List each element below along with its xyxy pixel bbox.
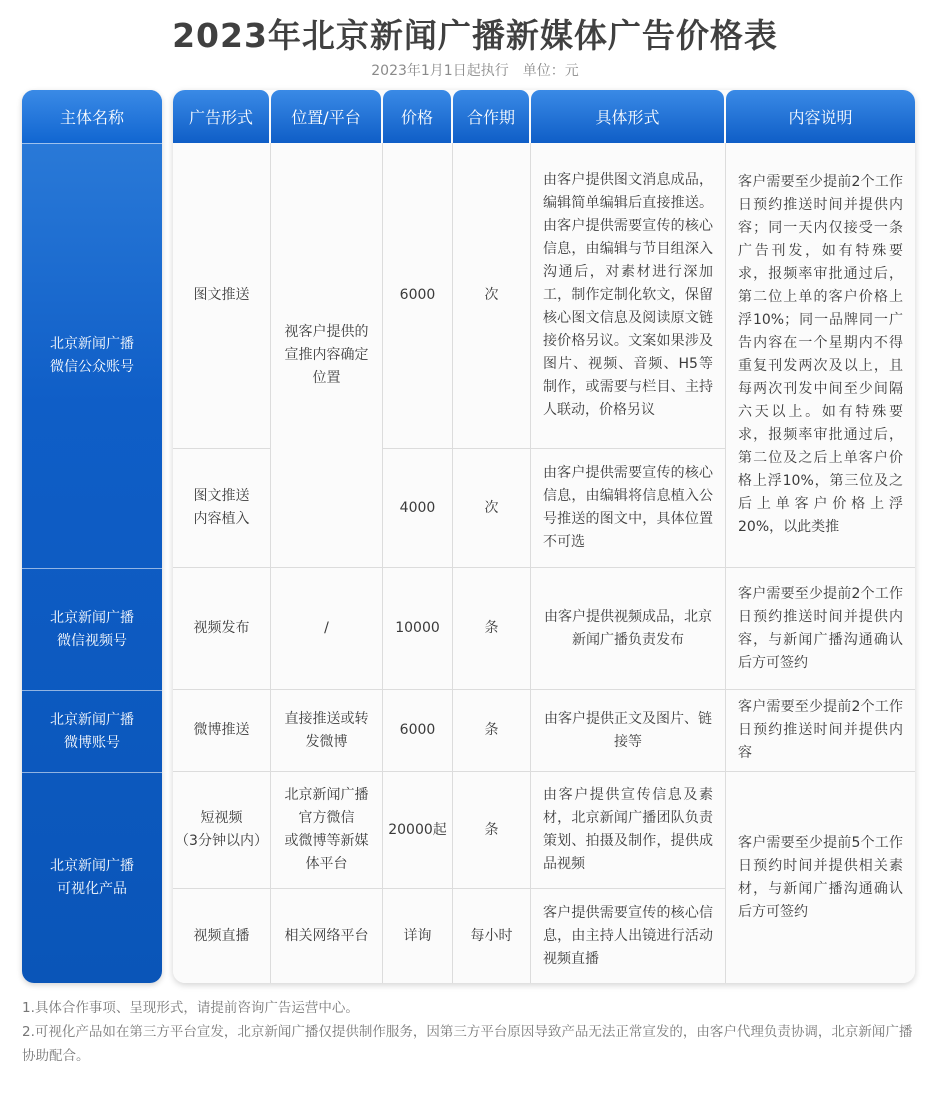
table-row-2-price: 4000 — [383, 449, 453, 568]
table-row-6-ad-form: 视频直播 — [173, 889, 271, 983]
subject-visual — [22, 772, 162, 983]
visual-notes-text: 客户需要至少提前5个工作日预约时间并提供相关素材，与新闻广播沟通确认后方可签约 — [738, 834, 903, 920]
table-row-6-position: 相关网络平台 — [271, 889, 383, 983]
header-ad-form: 广告形式 — [173, 90, 269, 143]
subject-weibo-label: 北京新闻广播 微博账号 — [50, 711, 134, 751]
table-row-1-period: 次 — [453, 143, 531, 449]
table-row-1-detail — [531, 143, 726, 449]
table-row-5-detail-text: 由客户提供宣传信息及素材，北京新闻广播团队负责策划、拍摄及制作，提供成品视频 — [543, 787, 713, 872]
price-table — [173, 90, 915, 983]
table-row-3-price: 10000 — [383, 568, 453, 690]
table-row-5-period: 条 — [453, 772, 531, 889]
table-row-4-period: 条 — [453, 690, 531, 772]
table-row-3-period: 条 — [453, 568, 531, 690]
table-row-4-price: 6000 — [383, 690, 453, 772]
wechat-position: 视客户提供的 宣推内容确定 位置 — [271, 143, 383, 568]
footnotes — [22, 996, 922, 1068]
table-row-5-detail — [531, 772, 726, 889]
subject-column — [22, 90, 162, 983]
table-row-5-price: 20000起 — [383, 772, 453, 889]
wechat-notes — [726, 143, 915, 568]
header-position: 位置/平台 — [271, 90, 381, 143]
table-row-4-detail-text: 由客户提供正文及图片、链接等 — [544, 710, 712, 750]
subject-visual-label: 北京新闻广播 可视化产品 — [50, 858, 134, 897]
table-row-5-position: 北京新闻广播 官方微信 或微博等新媒 体平台 — [271, 772, 383, 889]
subject-wechat-label: 北京新闻广播 微信公众账号 — [50, 336, 134, 375]
table-row-6-detail — [531, 889, 726, 983]
table-row-1-ad-form: 图文推送 — [173, 143, 271, 449]
page-subtitle: 2023年1月1日起执行 单位：元 — [371, 63, 579, 79]
table-row-3-notes — [726, 568, 915, 690]
table-row-6-period: 每小时 — [453, 889, 531, 983]
footnote-1: 1.具体合作事项、呈现形式，请提前咨询广告运营中心。 — [22, 1000, 359, 1016]
subject-channels-label: 北京新闻广播 微信视频号 — [50, 609, 134, 649]
table-row-3-detail-text: 由客户提供视频成品，北京新闻广播负责发布 — [544, 608, 712, 648]
subject-weibo — [22, 690, 162, 772]
table-row-1-detail-text: 由客户提供图文消息成品，编辑简单编辑后直接推送。由客户提供需要宣传的核心信息，由编辑与节目组深入沟通后，对素材进行深加工，制作定制化软文，保留核心图文信息及阅读原文链接价格另议。文案如果涉及图片、视频、音频、H5等制作，或需要与栏目、主持人联动，价格另议 — [543, 172, 713, 418]
table-row-4-detail — [531, 690, 726, 772]
subject-wechat — [22, 143, 162, 568]
header-notes: 内容说明 — [726, 90, 915, 143]
table-row-2-period: 次 — [453, 449, 531, 568]
table-row-6-price: 详询 — [383, 889, 453, 983]
table-row-2-ad-form: 图文推送 内容植入 — [173, 449, 271, 568]
table-row-5-ad-form: 短视频 （3分钟以内） — [173, 772, 271, 889]
header-period: 合作期 — [453, 90, 529, 143]
table-row-2-detail — [531, 449, 726, 568]
table-row-4-position: 直接推送或转 发微博 — [271, 690, 383, 772]
footnote-2: 2.可视化产品如在第三方平台宣发，北京新闻广播仅提供制作服务，因第三方平台原因导致产品无法正常宣发的，由客户代理负责协调，北京新闻广播协助配合。 — [22, 1024, 913, 1064]
header-detail: 具体形式 — [531, 90, 724, 143]
table-row-3-position: / — [271, 568, 383, 690]
visual-notes — [726, 772, 915, 983]
table-row-4-notes-text: 客户需要至少提前2个工作日预约推送时间并提供内容 — [738, 699, 903, 761]
table-row-4-notes — [726, 690, 915, 772]
table-row-2-detail-text: 由客户提供需要宣传的核心信息，由编辑将信息植入公号推送的图文中，具体位置不可选 — [543, 465, 713, 550]
table-row-1-price: 6000 — [383, 143, 453, 449]
table-row-3-ad-form: 视频发布 — [173, 568, 271, 690]
header-price: 价格 — [383, 90, 451, 143]
page-title: 2023年北京新闻广播新媒体广告价格表 — [172, 16, 778, 55]
wechat-notes-text: 客户需要至少提前2个工作日预约推送时间并提供内容；同一天内仅接受一条广告刊发，如有特殊要求，报频率审批通过后，第二位上单的客户价格上浮10%；同一品牌同一广告内容在一个星期内不得重复刊发两次及以上，且每两次刊发中间至少间隔六天以上。如有特殊要求，报频率审批通过后，第二位及之后上单客户价格上浮10%，第三位及之后上单客户价格上浮20%，以此类推 — [738, 174, 903, 535]
subject-channels — [22, 568, 162, 690]
table-row-3-detail — [531, 568, 726, 690]
table-row-6-detail-text: 客户提供需要宣传的核心信息，由主持人出镜进行活动视频直播 — [543, 904, 713, 967]
header-subject: 主体名称 — [22, 90, 162, 143]
table-row-3-notes-text: 客户需要至少提前2个工作日预约推送时间并提供内容，与新闻广播沟通确认后方可签约 — [738, 585, 903, 671]
table-row-4-ad-form: 微博推送 — [173, 690, 271, 772]
